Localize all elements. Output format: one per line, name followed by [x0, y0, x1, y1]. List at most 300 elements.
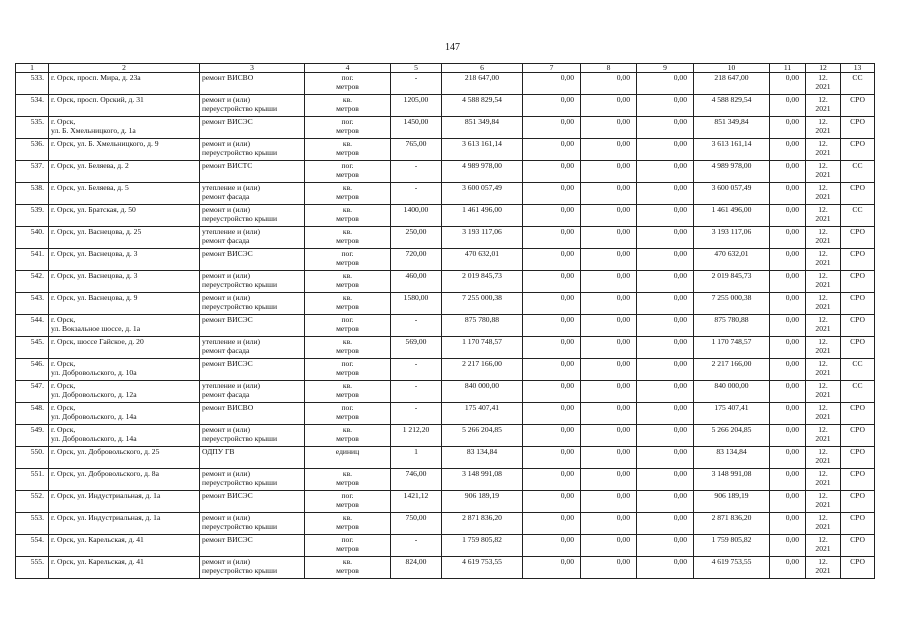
table-body: [16, 73, 875, 579]
unit-cell-line: кв.: [342, 513, 353, 522]
method-cell: [841, 337, 875, 359]
cost-cell-9-line: 0,00: [673, 139, 687, 148]
row-number-cell-line: 539.: [30, 205, 44, 214]
cost-cell-11-line: 0,00: [785, 447, 799, 456]
cost-cell-7-line: 0,00: [560, 271, 574, 280]
address-cell-line: г. Орск, ул. Карельская, д. 41: [51, 535, 144, 544]
cost-cell-10-line: 875 780,88: [714, 315, 749, 324]
cost-cell-8-line: 0,00: [616, 315, 630, 324]
cost-cell-11-line: 0,00: [785, 359, 799, 368]
deadline-cell-line: 12.: [818, 403, 828, 412]
cost-cell-11-line: 0,00: [785, 315, 799, 324]
table-row: [16, 315, 875, 337]
method-cell: [841, 73, 875, 95]
work-type-cell-line: переустройство крыши: [202, 104, 278, 113]
cost-cell-10-line: 1 170 748,57: [711, 337, 752, 346]
deadline-cell: [806, 95, 841, 117]
cost-cell-7-line: 0,00: [560, 425, 574, 434]
total-cost-cell: [442, 381, 523, 403]
method-cell-line: СРО: [850, 271, 865, 280]
column-header: 3: [200, 64, 305, 73]
cost-cell-8-line: 0,00: [616, 337, 630, 346]
cost-cell-11-line: 0,00: [785, 271, 799, 280]
cost-cell-11-line: 0,00: [785, 205, 799, 214]
cost-cell-7-line: 0,00: [560, 315, 574, 324]
cost-cell-11-line: 0,00: [785, 117, 799, 126]
row-number-cell-line: 555.: [30, 557, 44, 566]
quantity-cell: [391, 95, 442, 117]
cost-cell-7: [523, 73, 581, 95]
quantity-cell-line: 750,00: [405, 513, 427, 522]
row-number-cell-line: 551.: [30, 469, 44, 478]
unit-cell-line: кв.: [342, 227, 353, 236]
unit-cell-line: кв.: [342, 183, 353, 192]
address-cell: [49, 557, 200, 579]
cost-cell-7-line: 0,00: [560, 161, 574, 170]
column-header: 11: [770, 64, 806, 73]
work-type-cell-line: переустройство крыши: [202, 522, 278, 531]
address-cell: [49, 469, 200, 491]
address-cell: [49, 161, 200, 183]
deadline-cell: [806, 205, 841, 227]
cost-cell-10: [694, 359, 770, 381]
work-type-cell-line: ремонт ВИСТС: [202, 161, 253, 170]
cost-cell-8: [581, 139, 637, 161]
deadline-cell-line: 12.: [818, 447, 828, 456]
cost-cell-9: [637, 139, 694, 161]
method-cell-line: СРО: [850, 557, 865, 566]
work-type-cell-line: ремонт ВИСЭС: [202, 359, 253, 368]
cost-cell-11: [770, 183, 806, 205]
unit-cell-line: кв.: [342, 271, 353, 280]
work-type-cell-line: переустройство крыши: [202, 478, 278, 487]
address-cell: [49, 491, 200, 513]
method-cell: [841, 161, 875, 183]
work-type-cell-line: переустройство крыши: [202, 280, 278, 289]
cost-cell-10-line: 1 461 496,00: [711, 205, 752, 214]
total-cost-cell: [442, 271, 523, 293]
cost-cell-10-line: 851 349,84: [714, 117, 749, 126]
cost-cell-10: [694, 205, 770, 227]
row-number-cell: [16, 161, 49, 183]
address-cell: [49, 425, 200, 447]
deadline-cell: [806, 447, 841, 469]
work-type-cell-line: ремонт ВИСЭС: [202, 315, 253, 324]
address-cell-line: г. Орск, ул. Васнецова, д. 25: [51, 227, 142, 236]
cost-cell-10: [694, 139, 770, 161]
cost-cell-8: [581, 117, 637, 139]
cost-cell-11-line: 0,00: [785, 139, 799, 148]
quantity-cell: [391, 293, 442, 315]
quantity-cell: [391, 425, 442, 447]
total-cost-cell-line: 2 217 166,00: [462, 359, 502, 368]
cost-cell-7-line: 0,00: [560, 535, 574, 544]
table-row: [16, 293, 875, 315]
cost-cell-11: [770, 359, 806, 381]
total-cost-cell: [442, 315, 523, 337]
quantity-cell: [391, 139, 442, 161]
cost-cell-9: [637, 161, 694, 183]
cost-cell-8-line: 0,00: [616, 557, 630, 566]
unit-cell-line: пог.: [341, 403, 354, 412]
cost-cell-9: [637, 117, 694, 139]
cost-cell-8: [581, 425, 637, 447]
unit-cell-line: метров: [336, 192, 359, 201]
unit-cell: [305, 161, 391, 183]
total-cost-cell: [442, 117, 523, 139]
cost-cell-9: [637, 447, 694, 469]
deadline-cell-line: 12.: [818, 271, 828, 280]
cost-cell-8: [581, 337, 637, 359]
cost-cell-7-line: 0,00: [560, 469, 574, 478]
cost-cell-9: [637, 227, 694, 249]
quantity-cell: [391, 249, 442, 271]
quantity-cell: [391, 447, 442, 469]
cost-cell-7-line: 0,00: [560, 403, 574, 412]
row-number-cell-line: 545.: [30, 337, 44, 346]
cost-cell-8: [581, 249, 637, 271]
method-cell: [841, 491, 875, 513]
deadline-cell: [806, 227, 841, 249]
unit-cell-line: кв.: [342, 557, 353, 566]
work-type-cell: [200, 205, 305, 227]
cost-cell-7-line: 0,00: [560, 183, 574, 192]
cost-cell-10: [694, 447, 770, 469]
cost-cell-10-line: 4 588 829,54: [711, 95, 752, 104]
row-number-cell-line: 554.: [30, 535, 44, 544]
quantity-cell: [391, 359, 442, 381]
method-cell-line: СРО: [850, 403, 865, 412]
unit-cell: [305, 491, 391, 513]
unit-cell: [305, 535, 391, 557]
address-cell-line: г. Орск, ул. Беляева, д. 5: [51, 183, 129, 192]
column-header: 4: [305, 64, 391, 73]
work-type-cell-line: переустройство крыши: [202, 302, 278, 311]
cost-cell-7: [523, 535, 581, 557]
total-cost-cell-line: 1 759 805,82: [462, 535, 502, 544]
address-cell: [49, 271, 200, 293]
cost-cell-10-line: 175 407,41: [714, 403, 749, 412]
deadline-cell-line: 12.: [818, 117, 828, 126]
row-number-cell: [16, 183, 49, 205]
cost-cell-8: [581, 205, 637, 227]
row-number-cell-line: 552.: [30, 491, 44, 500]
address-cell-line: г. Орск,: [51, 381, 76, 390]
cost-cell-8-line: 0,00: [616, 249, 630, 258]
work-type-cell: [200, 513, 305, 535]
cost-cell-9-line: 0,00: [673, 205, 687, 214]
quantity-cell-line: 765,00: [405, 139, 427, 148]
column-header: 5: [391, 64, 442, 73]
cost-cell-8: [581, 491, 637, 513]
unit-cell-line: метров: [336, 148, 359, 157]
deadline-cell: [806, 183, 841, 205]
address-cell-line: г. Орск, ул. Васнецова, д. 3: [51, 271, 138, 280]
quantity-cell-line: 1 212,20: [402, 425, 430, 434]
address-cell-line: г. Орск, ул. Карельская, д. 41: [51, 557, 144, 566]
cost-cell-9: [637, 403, 694, 425]
method-cell: [841, 227, 875, 249]
cost-cell-8-line: 0,00: [616, 139, 630, 148]
row-number-cell-line: 546.: [30, 359, 44, 368]
unit-cell: [305, 227, 391, 249]
method-cell: [841, 469, 875, 491]
work-type-cell-line: ОДПУ ГВ: [202, 447, 235, 456]
deadline-cell-line: 2021: [815, 522, 831, 531]
cost-cell-9-line: 0,00: [673, 557, 687, 566]
cost-cell-7: [523, 425, 581, 447]
unit-cell-line: метров: [336, 280, 359, 289]
deadline-cell-line: 12.: [818, 535, 828, 544]
deadline-cell: [806, 513, 841, 535]
total-cost-cell-line: 4 588 829,54: [462, 95, 502, 104]
cost-cell-7: [523, 183, 581, 205]
address-cell-line: г. Орск, ул. Васнецова, д. 9: [51, 293, 138, 302]
quantity-cell: [391, 183, 442, 205]
cost-cell-7-line: 0,00: [560, 337, 574, 346]
work-type-cell-line: ремонт фасада: [202, 192, 250, 201]
deadline-cell-line: 12.: [818, 491, 828, 500]
work-type-cell: [200, 249, 305, 271]
table-row: [16, 337, 875, 359]
address-cell-line: ул. Добровольского, д. 14а: [51, 412, 137, 421]
deadline-cell-line: 2021: [815, 126, 831, 135]
cost-cell-11: [770, 337, 806, 359]
total-cost-cell-line: 906 189,19: [464, 491, 500, 500]
unit-cell-line: кв.: [342, 205, 353, 214]
cost-cell-8: [581, 535, 637, 557]
row-number-cell-line: 533.: [30, 73, 44, 82]
cost-cell-9-line: 0,00: [673, 117, 687, 126]
deadline-cell-line: 2021: [815, 368, 831, 377]
row-number-cell: [16, 491, 49, 513]
cost-cell-7-line: 0,00: [560, 513, 574, 522]
row-number-cell-line: 541.: [30, 249, 44, 258]
deadline-cell-line: 2021: [815, 390, 831, 399]
unit-cell-line: метров: [336, 104, 359, 113]
cost-cell-10: [694, 425, 770, 447]
method-cell-line: СС: [852, 381, 863, 390]
quantity-cell-line: 1450,00: [403, 117, 429, 126]
cost-cell-11: [770, 271, 806, 293]
total-cost-cell-line: 3 193 117,06: [462, 227, 502, 236]
quantity-cell: [391, 381, 442, 403]
unit-cell: [305, 205, 391, 227]
row-number-cell-line: 540.: [30, 227, 44, 236]
row-number-cell-line: 549.: [30, 425, 44, 434]
row-number-cell: [16, 73, 49, 95]
total-cost-cell: [442, 403, 523, 425]
cost-cell-10-line: 2 871 836,20: [711, 513, 752, 522]
cost-cell-9: [637, 205, 694, 227]
quantity-cell: [391, 337, 442, 359]
quantity-cell-line: -: [414, 403, 418, 412]
cost-cell-9-line: 0,00: [673, 513, 687, 522]
cost-cell-11-line: 0,00: [785, 161, 799, 170]
cost-cell-9: [637, 73, 694, 95]
deadline-cell-line: 2021: [815, 456, 831, 465]
cost-cell-8-line: 0,00: [616, 535, 630, 544]
total-cost-cell-line: 470 632,01: [464, 249, 500, 258]
method-cell-line: СРО: [850, 95, 865, 104]
quantity-cell-line: -: [414, 161, 418, 170]
cost-cell-7-line: 0,00: [560, 491, 574, 500]
row-number-cell: [16, 557, 49, 579]
address-cell-line: г. Орск,: [51, 315, 76, 324]
unit-cell-line: пог.: [341, 249, 354, 258]
work-type-cell-line: ремонт и (или): [202, 557, 250, 566]
cost-cell-11-line: 0,00: [785, 469, 799, 478]
deadline-cell-line: 12.: [818, 95, 828, 104]
total-cost-cell-line: 5 266 204,85: [462, 425, 502, 434]
quantity-cell: [391, 161, 442, 183]
work-type-cell-line: ремонт ВИСВО: [202, 403, 254, 412]
cost-cell-11: [770, 447, 806, 469]
cost-cell-10: [694, 249, 770, 271]
method-cell: [841, 271, 875, 293]
total-cost-cell-line: 2 871 836,20: [462, 513, 502, 522]
address-cell: [49, 293, 200, 315]
work-type-cell-line: ремонт и (или): [202, 293, 250, 302]
cost-cell-8-line: 0,00: [616, 403, 630, 412]
method-cell-line: СРО: [850, 469, 865, 478]
cost-cell-7-line: 0,00: [560, 557, 574, 566]
cost-cell-9-line: 0,00: [673, 491, 687, 500]
cost-cell-11: [770, 557, 806, 579]
quantity-cell: [391, 403, 442, 425]
unit-cell: [305, 469, 391, 491]
method-cell-line: СРО: [850, 183, 865, 192]
row-number-cell: [16, 359, 49, 381]
quantity-cell-line: 460,00: [405, 271, 427, 280]
cost-cell-9-line: 0,00: [673, 73, 687, 82]
deadline-cell-line: 12.: [818, 425, 828, 434]
cost-cell-9-line: 0,00: [673, 359, 687, 368]
row-number-cell: [16, 513, 49, 535]
cost-cell-8: [581, 95, 637, 117]
deadline-cell: [806, 491, 841, 513]
cost-cell-10: [694, 293, 770, 315]
cost-cell-9-line: 0,00: [673, 425, 687, 434]
deadline-cell-line: 2021: [815, 280, 831, 289]
cost-cell-11-line: 0,00: [785, 513, 799, 522]
cost-cell-8: [581, 403, 637, 425]
row-number-cell-line: 553.: [30, 513, 44, 522]
cost-cell-9-line: 0,00: [673, 183, 687, 192]
cost-cell-11: [770, 249, 806, 271]
work-type-cell: [200, 95, 305, 117]
work-type-cell: [200, 271, 305, 293]
total-cost-cell: [442, 425, 523, 447]
address-cell: [49, 447, 200, 469]
cost-cell-9: [637, 249, 694, 271]
cost-cell-10: [694, 381, 770, 403]
address-cell-line: г. Орск, ул. Б. Хмельницкого, д. 9: [51, 139, 159, 148]
cost-cell-10-line: 7 255 000,38: [711, 293, 752, 302]
cost-cell-7: [523, 469, 581, 491]
cost-cell-7: [523, 381, 581, 403]
address-cell-line: г. Орск, просп. Орский, д. 31: [51, 95, 144, 104]
deadline-cell-line: 12.: [818, 227, 828, 236]
method-cell: [841, 513, 875, 535]
cost-cell-7-line: 0,00: [560, 447, 574, 456]
cost-cell-8-line: 0,00: [616, 161, 630, 170]
deadline-cell-line: 2021: [815, 478, 831, 487]
cost-cell-7: [523, 139, 581, 161]
table-row: [16, 469, 875, 491]
address-cell: [49, 249, 200, 271]
unit-cell: [305, 403, 391, 425]
unit-cell-line: пог.: [341, 535, 354, 544]
cost-cell-7-line: 0,00: [560, 381, 574, 390]
deadline-cell-line: 2021: [815, 82, 831, 91]
cost-cell-8: [581, 315, 637, 337]
cost-cell-9: [637, 337, 694, 359]
row-number-cell-line: 548.: [30, 403, 44, 412]
cost-cell-7: [523, 557, 581, 579]
cost-cell-11: [770, 73, 806, 95]
quantity-cell-line: 1205,00: [403, 95, 429, 104]
address-cell-line: г. Орск,: [51, 425, 76, 434]
row-number-cell: [16, 315, 49, 337]
quantity-cell-line: -: [414, 535, 418, 544]
cost-cell-9: [637, 315, 694, 337]
table-row: [16, 249, 875, 271]
deadline-cell: [806, 381, 841, 403]
cost-cell-8-line: 0,00: [616, 491, 630, 500]
total-cost-cell: [442, 183, 523, 205]
total-cost-cell: [442, 73, 523, 95]
unit-cell: [305, 183, 391, 205]
quantity-cell-line: -: [414, 381, 418, 390]
table-row: [16, 425, 875, 447]
cost-cell-11: [770, 403, 806, 425]
work-type-cell: [200, 315, 305, 337]
work-type-cell: [200, 73, 305, 95]
cost-cell-11: [770, 95, 806, 117]
address-cell: [49, 513, 200, 535]
total-cost-cell: [442, 359, 523, 381]
deadline-cell: [806, 117, 841, 139]
address-cell-line: ул. Добровольского, д. 12а: [51, 390, 137, 399]
total-cost-cell: [442, 227, 523, 249]
deadline-cell-line: 2021: [815, 346, 831, 355]
quantity-cell: [391, 315, 442, 337]
deadline-cell: [806, 73, 841, 95]
unit-cell-line: кв.: [342, 293, 353, 302]
total-cost-cell: [442, 337, 523, 359]
address-cell-line: ул. Добровольского, д. 10а: [51, 368, 137, 377]
work-type-cell: [200, 359, 305, 381]
column-header: 9: [637, 64, 694, 73]
unit-cell-line: метров: [336, 126, 359, 135]
deadline-cell-line: 2021: [815, 236, 831, 245]
method-cell-line: СС: [852, 161, 863, 170]
cost-cell-9-line: 0,00: [673, 315, 687, 324]
unit-cell-line: метров: [336, 522, 359, 531]
cost-cell-8-line: 0,00: [616, 183, 630, 192]
cost-cell-10: [694, 271, 770, 293]
table-row: [16, 95, 875, 117]
unit-cell-line: метров: [336, 302, 359, 311]
deadline-cell-line: 12.: [818, 205, 828, 214]
cost-cell-11: [770, 227, 806, 249]
cost-cell-9-line: 0,00: [673, 227, 687, 236]
quantity-cell-line: 250,00: [405, 227, 427, 236]
total-cost-cell-line: 4 619 753,55: [462, 557, 502, 566]
unit-cell-line: метров: [336, 412, 359, 421]
unit-cell-line: метров: [336, 566, 359, 575]
